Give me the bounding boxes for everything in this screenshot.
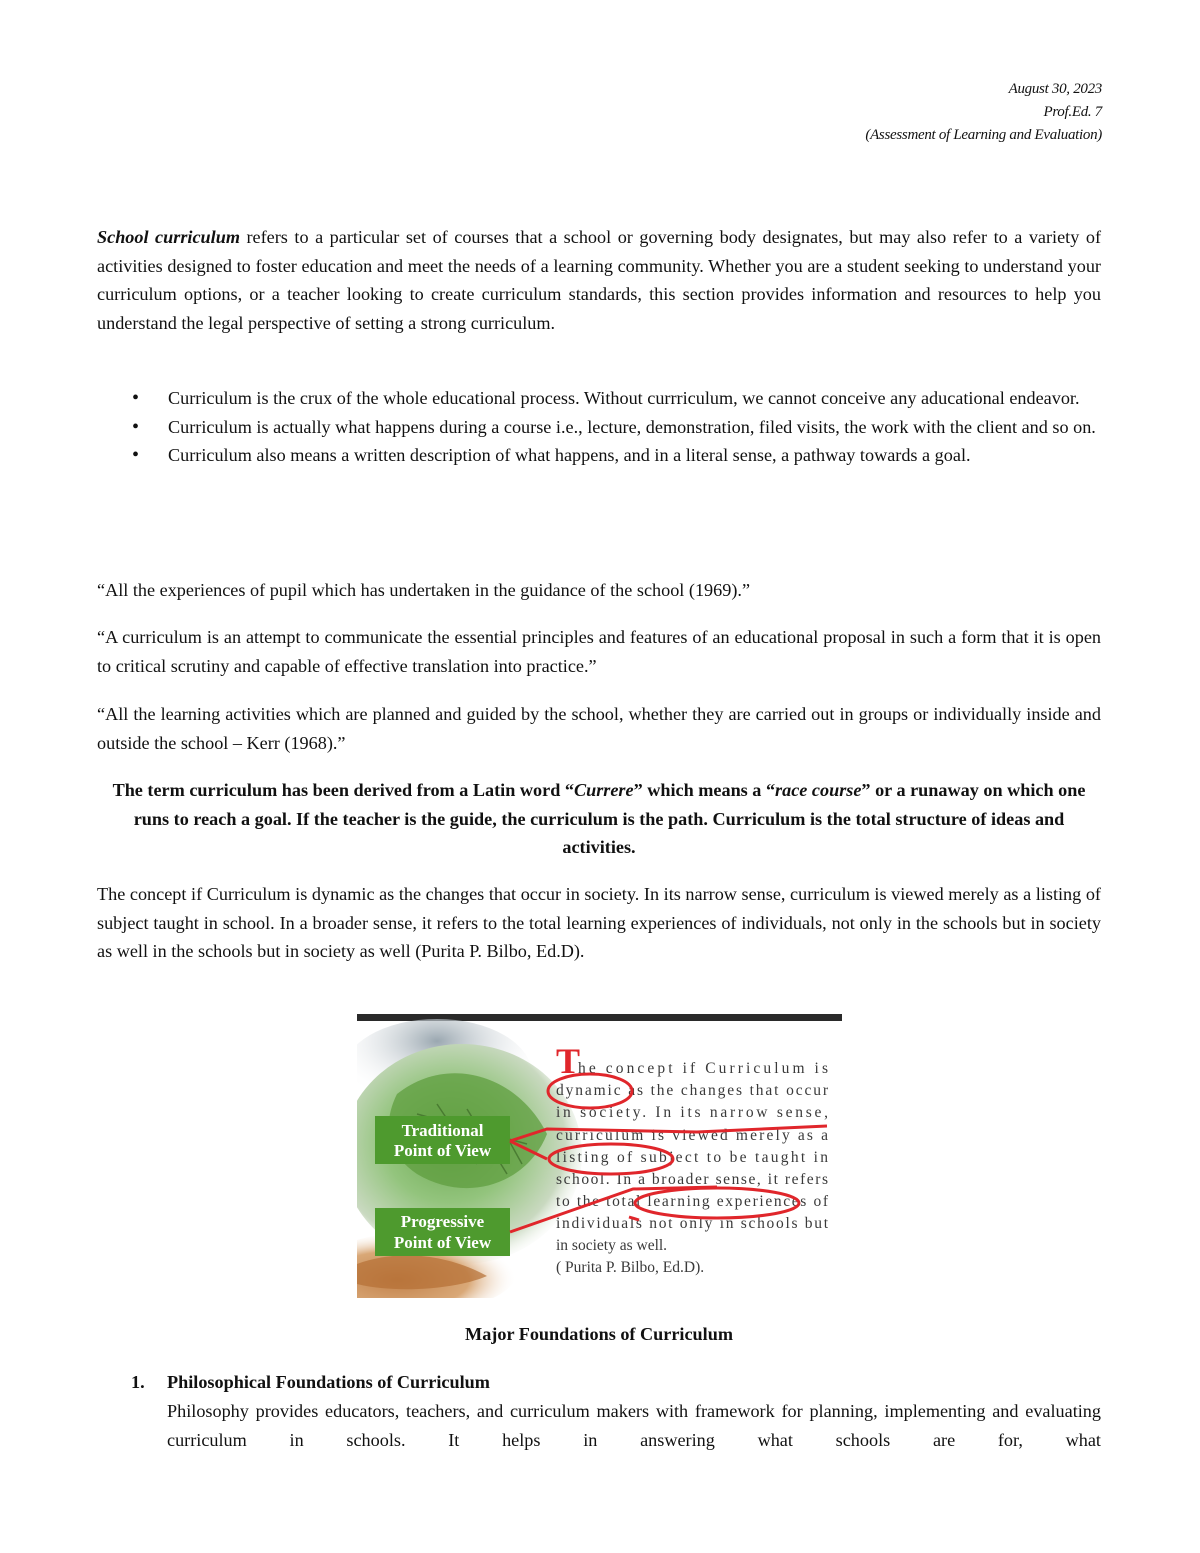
list-item: • Curriculum also means a written description of what happens, and in a literal sense, a pathway towards a goal. bbox=[97, 441, 1101, 470]
figure-line: to the total learning experiences of bbox=[556, 1193, 828, 1210]
traditional-label bbox=[375, 1116, 510, 1164]
curriculum-figure bbox=[357, 1014, 842, 1298]
figure-svg bbox=[357, 1014, 842, 1298]
intro-paragraph bbox=[97, 223, 1101, 337]
traditional-label-line-2: Point of View bbox=[393, 1141, 492, 1160]
list-item: • Curriculum is actually what happens during a course i.e., lecture, demonstration, filed visits, the work with the client and so on. bbox=[97, 413, 1101, 442]
figure-line: he concept if Curriculum is bbox=[578, 1060, 828, 1077]
latin-word: Currere bbox=[573, 780, 634, 800]
header-date: August 30, 2023 bbox=[1008, 81, 1102, 97]
figure-line: school. In a broader sense, it refers bbox=[556, 1171, 828, 1188]
quote-2: “A curriculum is an attempt to communicate the essential principles and features of an educational proposal in such a form that it is open to critical scrutiny and capable of effective translation into practice.” bbox=[97, 627, 1101, 676]
document-header bbox=[865, 78, 1102, 147]
header-subject: (Assessment of Learning and Evaluation) bbox=[865, 127, 1102, 143]
figure-text-block bbox=[556, 1041, 829, 1276]
figure-line: dynamic as the changes that occur bbox=[556, 1082, 828, 1099]
figure-line: curriculum is viewed merely as a bbox=[556, 1127, 828, 1144]
figure-drop-cap: T bbox=[556, 1041, 581, 1081]
foundation-heading: Philosophical Foundations of Curriculum bbox=[167, 1372, 490, 1392]
definition-meaning: race course bbox=[775, 780, 862, 800]
definition-part-1: The term curriculum has been derived from a Latin word “ bbox=[112, 780, 574, 800]
progressive-label bbox=[375, 1208, 510, 1256]
list-item: • Curriculum is the crux of the whole educational process. Without currriculum, we cannot conceive any aducational endeavor. bbox=[97, 384, 1101, 413]
progressive-label-line-1: Progressive bbox=[400, 1212, 485, 1231]
figure-line: individuals not only in schools but bbox=[556, 1215, 828, 1232]
definition-part-3: ” or a runaway on which one runs to reach a goal. If the teacher is the guide, the curriculum is the path. Curriculum is the total structure of ideas and activities. bbox=[133, 780, 1086, 857]
intro-term: School curriculum bbox=[97, 227, 240, 247]
figure-line: in society as well. bbox=[556, 1237, 668, 1254]
foundation-text: Philosophy provides educators, teachers, and curriculum makers with framework for planning, implementing and evaluating curriculum in schools. It helps in answering what schools are for, what bbox=[167, 1401, 1101, 1450]
definition-part-2: ” which means a “ bbox=[633, 780, 776, 800]
definition-block bbox=[97, 776, 1101, 862]
traditional-label-line-1: Traditional bbox=[401, 1121, 484, 1140]
figure-line: listing of subject to be taught in bbox=[556, 1149, 828, 1166]
header-course: Prof.Ed. 7 bbox=[1043, 104, 1102, 120]
progressive-label-line-2: Point of View bbox=[393, 1233, 492, 1252]
foundation-number: 1. bbox=[131, 1372, 145, 1392]
section-title: Major Foundations of Curriculum bbox=[465, 1324, 733, 1344]
figure-line: in society. In its narrow sense, bbox=[556, 1104, 828, 1121]
bullet-list bbox=[97, 384, 1101, 470]
concept-paragraph: The concept if Curriculum is dynamic as the changes that occur in society. In its narrow sense, curriculum is viewed merely as a listing of subject taught in school. In a broader sense, it refers to the total learning experiences of individuals, not only in the schools but in society as well in the schools but in society as well (Purita P. Bilbo, Ed.D). bbox=[97, 884, 1101, 961]
intro-text: refers to a particular set of courses that a school or governing body designates, but may also refer to a variety of activities designed to foster education and meet the needs of a learning community. Whether you are a student seeking to understand your curriculum options, or a teacher looking to create curriculum standards, this section provides information and resources to help you understand the legal perspective of setting a strong curriculum. bbox=[97, 227, 1101, 333]
quote-1: “All the experiences of pupil which has undertaken in the guidance of the school (1969).” bbox=[97, 580, 751, 600]
quote-3: “All the learning activities which are planned and guided by the school, whether they are carried out in groups or individually inside and outside the school – Kerr (1968).” bbox=[97, 704, 1101, 753]
figure-line: ( Purita P. Bilbo, Ed.D). bbox=[556, 1259, 705, 1276]
